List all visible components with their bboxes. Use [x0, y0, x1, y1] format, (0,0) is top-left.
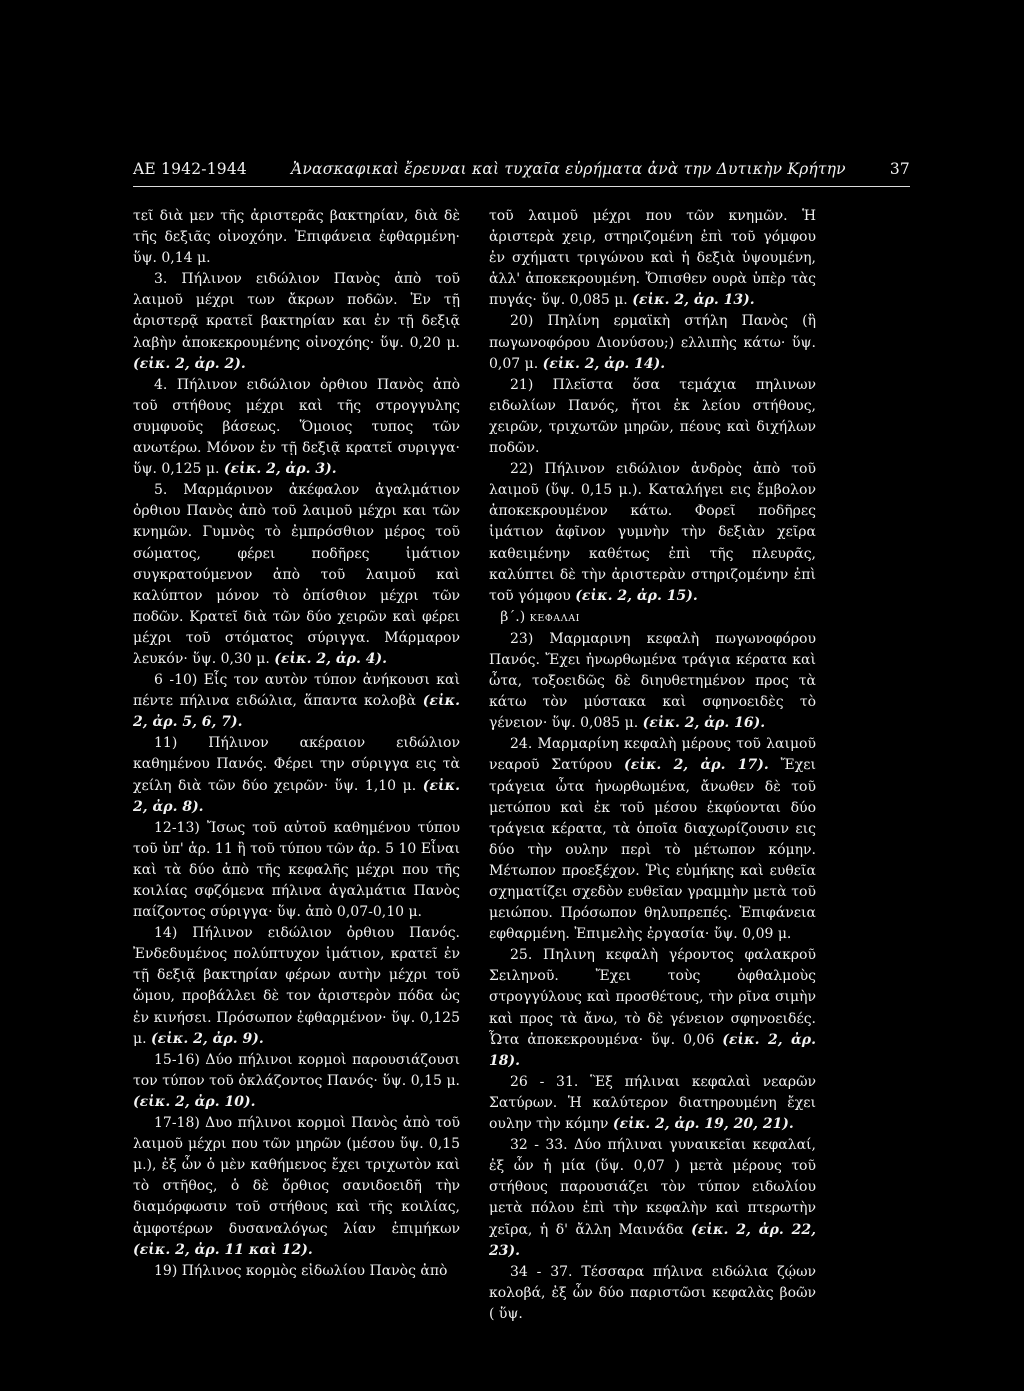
- figure-reference: (εἰκ. 2, ἀρ. 19, 20, 21).: [612, 1116, 794, 1133]
- catalogue-entry-17-18: 17-18) Δυο πήλινοι κορμοὶ Πανὸς ἀπὸ τοῦ λαιμοῦ μέχρι που τῶν μηρῶν (μέσου ὕψ. 0,15 μ.), ἐξ ὧν ὁ μὲν καθήμενος ἔχει τριχωτὸν καὶ τὸ στῆθος, ὁ δὲ ὄρθιος σανιδοειδῆ τὴν διαμόρφωσιν τοῦ στήθους καὶ τῆς κοιλίας, ἀμφοτέρων δυσαναλόγως λίαν ἐπιμήκων (εἰκ. 2, ἀρ. 11 καὶ 12).: [133, 1115, 460, 1258]
- page-number: 37: [889, 160, 910, 178]
- paragraph: τεῖ διὰ μεν τῆς ἀριστερᾶς βακτηρίαν, διὰ δὲ τῆς δεξιᾶς οἰνοχόην. Ἐπιφάνεια ἐφθαρμένη· ὕψ. 0,14 μ.: [133, 208, 460, 267]
- running-header: [133, 160, 910, 178]
- left-column: [133, 206, 460, 1282]
- catalogue-entry-19: 19) Πήλινος κορμὸς εἰδωλίου Πανὸς ἀπὸ: [154, 1262, 448, 1279]
- catalogue-entry-34-37: 34 - 37. Τέσσαρα πήλινα ειδώλια ζῴων κολοβά, ἐξ ὧν δύο παριστῶσι κεφαλὰς βοῶν ( ὕψ.: [489, 1263, 816, 1322]
- catalogue-entry-22: 22) Πήλινον ειδώλιον ἀνδρὸς ἀπὸ τοῦ λαιμοῦ (ὕψ. 0,15 μ.). Καταλήγει εις ἔμβολον ἀποκεκρουμένον κάτω. Φορεῖ ποδῆρες ἱμάτιον ἀφῖνον γυμνὴν τὴν δεξιὰν χεῖρα καθειμένην καθέτως ἐπὶ τῆς πλευρᾶς, καλύπτει δὲ τὴν ἀριστερὰν στηριζομένην ἐπὶ τοῦ γόμφου (εἰκ. 2, ἀρ. 15).: [489, 461, 816, 604]
- catalogue-entry-25: 25. Πηλινη κεφαλὴ γέροντος φαλακροῦ Σειληνοῦ. Ἔχει τοὺς ὀφθαλμοὺς στρογγύλους καὶ προσθέτους, τὴν ρῖνα σιμὴν καὶ προς τὰ ἄνω, τὸ δὲ γένειον σφηνοειδές. Ὦτα ἀποκεκρουμένα· ὕψ. 0,06 (εἰκ. 2, ἀρ. 18).: [489, 947, 816, 1069]
- catalogue-entry-14: 14) Πήλινον ειδώλιον ὀρθιου Πανός. Ἐνδεδυμένος πολύπτυχον ἱμάτιον, κρατεῖ ἐν τῇ δεξιᾷ βακτηρίαν φέρων αυτὴν μέχρι τοῦ ὤμου, προβάλλει δὲ τον ἀριστερὸν πόδα ὡς ἐν κινήσει. Πρόσωπον ἐφθαρμένον· ὕψ. 0,125 μ. (εἰκ. 2, ἀρ. 9).: [133, 925, 460, 1047]
- figure-reference: (εἰκ. 2, ἀρ. 2).: [133, 355, 246, 372]
- catalogue-entry-11: 11) Πήλινον ακέραιον ειδώλιον καθημένου Πανός. Φέρει την σύριγγα εις τὰ χείλη διὰ τῶν δύο χειρῶν· ὕψ. 1,10 μ. (εἰκ. 2, ἀρ. 8).: [133, 735, 460, 815]
- section-label: β΄.): [500, 608, 526, 625]
- figure-reference: (εἰκ. 2, ἀρ. 22, 23).: [489, 1221, 817, 1259]
- journal-issue: ΑΕ 1942-1944: [133, 160, 247, 178]
- catalogue-entry-20: 20) Πηλίνη ερμαϊκὴ στήλη Πανὸς (ἢ πωγωνοφόρου Διονύσου;) ελλιπὴς κάτω· ὕψ. 0,07 μ. (εἰκ. 2, ἀρ. 14).: [489, 313, 816, 372]
- paragraph: τοῦ λαιμοῦ μέχρι που τῶν κνημῶν. Ἡ ἀριστερὰ χειρ, στηριζομένη ἐπὶ τοῦ γόμφου ἐν σχήματι τριγώνου καὶ ἡ δεξιὰ ὑψουμένη, ἀλλ' ἀποκεκρουμένη. Ὄπισθεν ουρὰ ὑπὲρ τὰς πυγάς· ὕψ. 0,085 μ. (εἰκ. 2, ἀρ. 13).: [489, 208, 816, 309]
- catalogue-entry-12-13: 12-13) Ἴσως τοῦ αὐτοῦ καθημένου τύπου τοῦ ὑπ' ἀρ. 11 ἢ τοῦ τύπου τῶν ἀρ. 5 10 Εἶναι καὶ τὰ δύο ἀπὸ τῆς κεφαλῆς μέχρι που τῆς κοιλίας σφζόμενα πήλινα ἀγαλμάτια Πανὸς παίζοντος σύριγγα· ὕψ. ἀπὸ 0,07-0,10 μ.: [133, 819, 460, 921]
- section-heading: [489, 607, 816, 629]
- catalogue-entry-6-10: 6 -10) Εἷς τον αυτὸν τύπον ἀνήκουσι καὶ πέντε πήλινα ειδώλια, ἅπαντα κολοβὰ (εἰκ. 2, ἀρ. 5, 6, 7).: [133, 672, 461, 731]
- catalogue-entry-5: 5. Μαρμάρινον ἀκέφαλον ἀγαλμάτιον ὀρθιου Πανὸς ἀπὸ τοῦ λαιμοῦ μέχρι και τῶν κνημῶν. Γυμνὸς τὸ ἐμπρόσθιον μέρος τοῦ σώματος, φέρει ποδῆρες ἱμάτιον συγκρατούμενον ἀπὸ τοῦ λαιμοῦ καὶ καλύπτον μόνον τὸ ὀπίσθιον μέχρι τῶν ποδῶν. Κρατεῖ διὰ τῶν δύο χειρῶν καὶ φέρει μέχρι τοῦ στόματος σύριγγα. Μάρμαρον λευκόν· ὕψ. 0,30 μ. (εἰκ. 2, ἀρ. 4).: [133, 482, 460, 667]
- figure-reference: (εἰκ. 2, ἀρ. 5, 6, 7).: [133, 693, 461, 731]
- figure-reference: (εἰκ. 2, ἀρ. 9).: [151, 1030, 264, 1047]
- figure-reference: (εἰκ. 2, ἀρ. 10).: [133, 1093, 256, 1110]
- catalogue-entry-24: 24. Μαρμαρίνη κεφαλὴ μέρους τοῦ λαιμοῦ νεαροῦ Σατύρου (εἰκ. 2, ἀρ. 17). Ἔχει τράγεια ὦτα ἠνωρθωμένα, ἄνωθεν δὲ τοῦ μετώπου καὶ ἐκ τοῦ μέσου ἐκφύονται δύο τράγεια κέρατα, τὰ ὁποῖα διαχωρίζουσιν εις δύο τὴν ουλην περὶ τὸ μέτωπον κόμην. Μέτωπον προεξέχον. Ῥὶς εὐμήκης καὶ ευθεῖα σχηματίζει σχεδὸν ευθεῖαν γραμμὴν μετὰ τοῦ μειώπου. Πρόσωπον θηλυπρεπές. Ἐπιφάνεια εφθαρμένη. Ἐπιμελὴς ἐργασία· ὕψ. 0,09 μ.: [489, 736, 817, 943]
- figure-reference: (εἰκ. 2, ἀρ. 18).: [489, 1031, 816, 1069]
- section-title: ΚΕΦΑΛΑΙ: [529, 612, 581, 624]
- header-rule: [133, 186, 910, 187]
- catalogue-entry-15-16: 15-16) Δύο πήλινοι κορμοὶ παρουσιάζουσι τον τύπον τοῦ ὀκλάζοντος Πανός· ὕψ. 0,15 μ. (εἰκ. 2, ἀρ. 10).: [133, 1051, 460, 1110]
- figure-reference: (εἰκ. 2, ἀρ. 16).: [642, 715, 766, 732]
- catalogue-entry-26-31: 26 - 31. Ἓξ πήλιναι κεφαλαὶ νεαρῶν Σατύρων. Ἡ καλύτερον διατηρουμένη ἔχει ουλην τὴν κόμην (εἰκ. 2, ἀρ. 19, 20, 21).: [489, 1073, 816, 1133]
- figure-reference: (εἰκ. 2, ἀρ. 11 καὶ 12).: [133, 1241, 313, 1258]
- article-title: Ἀνασκαφικαὶ ἔρευναι καὶ τυχαῖα εὑρήματα ἀνὰ την Δυτικὴν Κρήτην: [291, 160, 846, 178]
- catalogue-entry-23: 23) Μαρμαρινη κεφαλὴ πωγωνοφόρου Πανός. Ἔχει ἠνωρθωμένα τράγια κέρατα καὶ ὦτα, τοξοειδῶς δὲ διηυθετημένον προς τὰ κάτω τὸν μύστακα καὶ σφηνοειδὲς τὸ γένειον· ὕψ. 0,085 μ. (εἰκ. 2, ἀρ. 16).: [489, 630, 816, 732]
- figure-reference: (εἰκ. 2, ἀρ. 4).: [274, 650, 387, 667]
- catalogue-entry-32-33: 32 - 33. Δύο πήλιναι γυναικεῖαι κεφαλαί, ἐξ ὧν ἡ μία (ὕψ. 0,07 ) μετὰ μέρους τοῦ στήθους παρουσιάζει τὸν τύπον ειδωλίου μετὰ πόλου ἐπὶ τὴν κεφαλὴν καὶ πτερωτὴν χεῖρα, ἡ δ' ἄλλη Μαινάδα (εἰκ. 2, ἀρ. 22, 23).: [489, 1137, 817, 1259]
- figure-reference: (εἰκ. 2, ἀρ. 8).: [133, 777, 460, 815]
- figure-reference: (εἰκ. 2, ἀρ. 14).: [542, 355, 666, 372]
- right-column: [489, 206, 816, 1325]
- figure-reference: (εἰκ. 2, ἀρ. 17).: [623, 757, 769, 774]
- figure-reference: (εἰκ. 2, ἀρ. 15).: [575, 587, 698, 604]
- catalogue-entry-3: 3. Πήλινον ειδώλιον Πανὸς ἀπὸ τοῦ λαιμοῦ μέχρι των ἄκρων ποδῶν. Ἐν τῇ ἀριστερᾷ κρατεῖ βακτηρίαν και ἐν τῇ δεξιᾷ λαβὴν ἀποκεκρουμένης οἰνοχόης· ὕψ. 0,20 μ. (εἰκ. 2, ἀρ. 2).: [133, 271, 460, 372]
- catalogue-entry-21: 21) Πλεῖστα ὅσα τεμάχια πηλινων ειδωλίων Πανός, ἤτοι ἐκ λείου στήθους, χειρῶν, τριχωτῶν μηρῶν, πέους καὶ διχήλων ποδῶν.: [489, 376, 816, 457]
- figure-reference: (εἰκ. 2, ἀρ. 13).: [632, 292, 755, 309]
- catalogue-entry-4: 4. Πήλινον ειδώλιον ὀρθιου Πανὸς ἀπὸ τοῦ στήθους μέχρι καὶ τῆς στρογγυλης συμφυοῦς βάσεως. Ὅμοιος τυπος τῶν ανωτέρω. Μόνον ἐν τῇ δεξιᾷ κρατεῖ συριγγα· ὕψ. 0,125 μ. (εἰκ. 2, ἀρ. 3).: [133, 376, 460, 478]
- figure-reference: (εἰκ. 2, ἀρ. 3).: [223, 461, 337, 478]
